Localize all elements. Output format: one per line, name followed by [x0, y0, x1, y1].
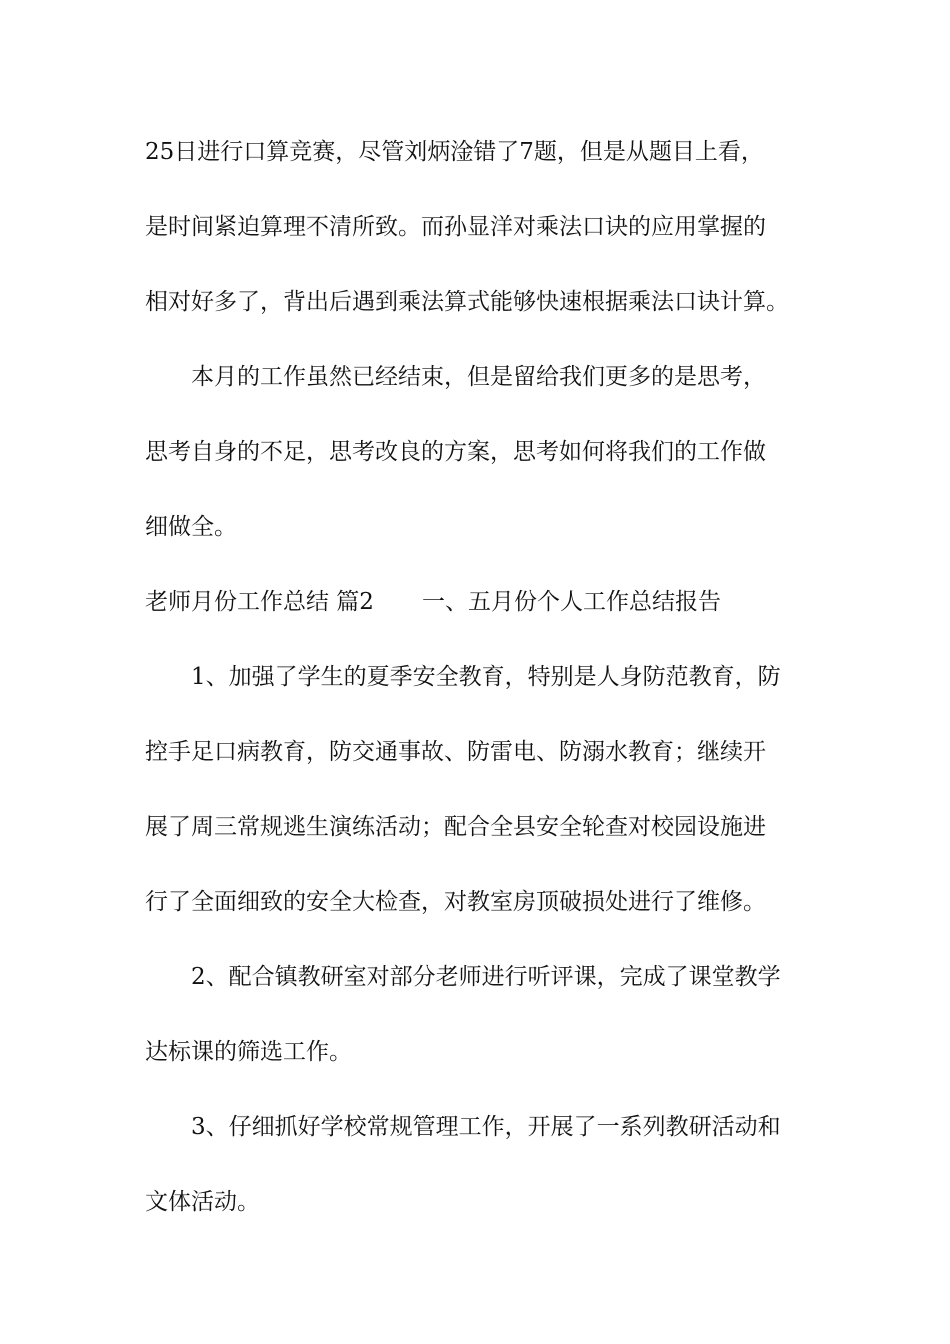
paragraph-line: 相对好多了，背出后遇到乘法算式能够快速根据乘法口诀计算。 [145, 289, 789, 315]
paragraph-line: 思考自身的不足，思考改良的方案，思考如何将我们的工作做 [145, 439, 766, 465]
paragraph-line: 1、加强了学生的夏季安全教育，特别是人身防范教育，防 [191, 664, 781, 690]
section-subtitle: 一、五月份个人工作总结报告 [421, 589, 721, 615]
paragraph-line: 文体活动。 [145, 1189, 260, 1215]
section-heading [145, 587, 721, 617]
paragraph-line: 3、仔细抓好学校常规管理工作，开展了一系列教研活动和 [191, 1114, 781, 1140]
paragraph-line: 达标课的筛选工作。 [145, 1039, 352, 1065]
paragraph-line: 2、配合镇教研室对部分老师进行听评课，完成了课堂教学 [191, 964, 781, 990]
paragraph-line: 25日进行口算竞赛，尽管刘炳淦错了7题，但是从题目上看， [145, 139, 764, 165]
paragraph-line: 本月的工作虽然已经结束，但是留给我们更多的是思考， [191, 364, 766, 390]
paragraph-line: 细做全。 [145, 514, 237, 540]
paragraph-line: 行了全面细致的安全大检查，对教室房顶破损处进行了维修。 [145, 889, 766, 915]
paragraph-line: 展了周三常规逃生演练活动；配合全县安全轮查对校园设施进 [145, 814, 766, 840]
paragraph-line: 是时间紧迫算理不清所致。而孙显洋对乘法口诀的应用掌握的 [145, 214, 766, 240]
section-title: 老师月份工作总结 篇2 [145, 589, 374, 615]
paragraph-line: 控手足口病教育，防交通事故、防雷电、防溺水教育；继续开 [145, 739, 766, 765]
